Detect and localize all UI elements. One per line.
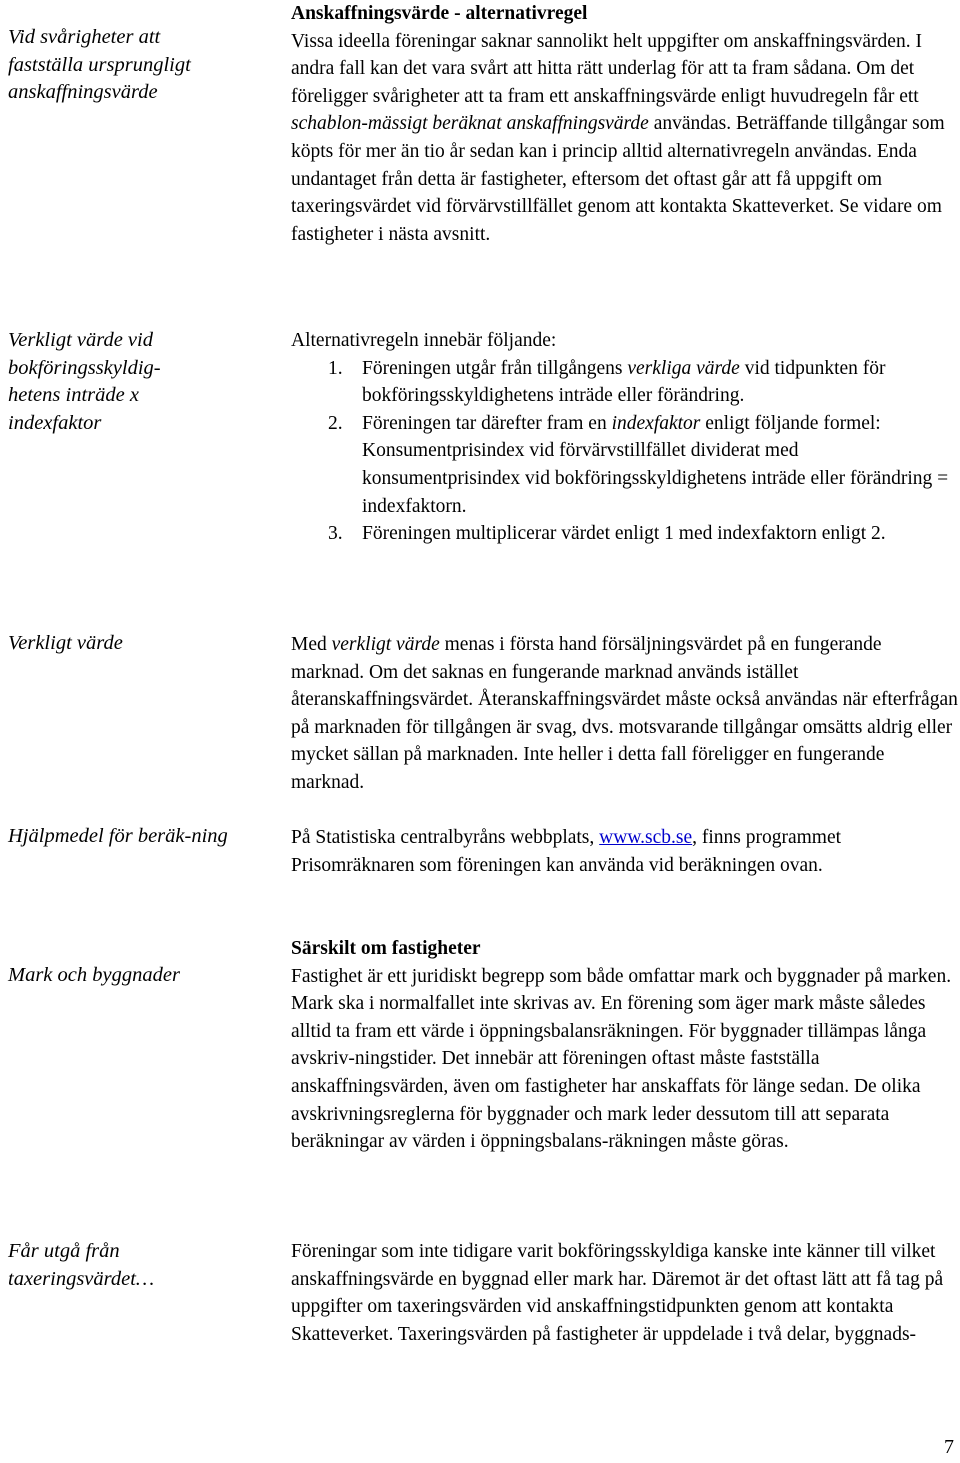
margin-note-taxeringsvardet: Får utgå från taxeringsvärdet…: [8, 1240, 155, 1290]
paragraph-text: användas. Beträffande tillgångar som köpts för mer än tio år sedan kan i princip alltid alternativregeln användas. Enda undantaget från detta är fastigheter, eftersom det oftast går att få uppgift om taxeringsvärdet vid förvärvstillfället genom att kontakta Skatteverket. Se vidare om fastigheter i nästa avsnitt.: [291, 113, 945, 245]
paragraph-alternativregel: [291, 28, 959, 249]
paragraph-fastigheter: Fastighet är ett juridiskt begrepp som både omfattar mark och byggnader på marken. Mark ska i normalfallet inte skrivas av. En förening som äger mark måste således alltid ta fram ett värde i öppningsbalansräkningen. För byggnader tillämpas långa avskriv-ningstider. Det innebär att föreningen oftast måste fastställa anskaffningsvärden, även om fastigheter har anskaffats för länge sedan. De olika avskrivningsreglerna för byggnader och mark leder dessutom till att separata beräkningar av värden i öppningsbalans-räkningen måste göras.: [291, 965, 952, 1153]
margin-note-mark-byggnader: Mark och byggnader: [8, 964, 180, 986]
list-number: 3.: [328, 523, 343, 545]
margin-note-ursprungligt: Vid svårigheter att fastställa ursprungligt anskaffningsvärde: [8, 26, 191, 103]
paragraph-text: Vissa ideella föreningar saknar sannolikt helt uppgifter om anskaffningsvärden. I andra fall kan det vara svårt att hitta rätt underlag för att ta fram sådana. Om det föreligger svårigheter att ta fram ett anskaffningsvärde enligt huvudregeln får ett: [291, 30, 922, 107]
italic-term: indexfaktor: [611, 412, 701, 434]
section-heading-fastigheter: Särskilt om fastigheter: [291, 938, 481, 959]
paragraph-verkligt-varde: [291, 631, 959, 797]
scb-link[interactable]: www.scb.se: [599, 827, 693, 848]
paragraph-text: På Statistiska centralbyråns webbplats,: [291, 827, 600, 848]
list-item: [291, 410, 959, 520]
section-fastigheter: [291, 935, 959, 1156]
list-text: vid tidpunkten för bokföringsskyldighetens inträde eller förändring.: [362, 357, 886, 407]
list-text: Föreningen tar därefter fram en: [362, 412, 612, 434]
paragraph-scb: [291, 824, 959, 879]
section-alternativregeln: [291, 327, 959, 548]
italic-term: verkligt värde: [331, 634, 440, 655]
italic-term: verkliga värde: [627, 357, 740, 379]
list-intro: Alternativregeln innebär följande:: [291, 330, 557, 351]
section-heading-alternativregel: Anskaffningsvärde - alternativregel: [291, 3, 588, 24]
margin-note-hjalpmedel: Hjälpmedel för beräk-ning: [8, 825, 228, 847]
paragraph-text: , finns programmet Prisomräknaren som föreningen kan använda vid beräkningen ovan.: [291, 827, 842, 876]
page-number: 7: [944, 1436, 954, 1458]
paragraph-text: menas i första hand försäljningsvärdet på en fungerande marknad. Om det saknas en fungerande marknad används istället återanskaffningsvärdet. Återanskaffningsvärdet måste också användas när efterfrågan på marknaden för tillgången är svag, dvs. motsvarande tillgångar omsätts aldrig eller mycket sällan på marknaden. Inte heller i detta fall föreligger en fungerande marknad.: [291, 634, 958, 793]
section-scb: [291, 824, 959, 879]
list-item: [291, 355, 959, 410]
list-text: Föreningen utgår från tillgångens: [362, 357, 628, 379]
paragraph-taxering: Föreningar som inte tidigare varit bokföringsskyldiga kanske inte känner till vilket anskaffningsvärde en byggnad eller mark har. Däremot är det oftast lätt att få tag på uppgifter om taxeringsvärden vid anskaffningstidpunkten genom att kontakta Skatteverket. Taxeringsvärden på fastigheter är uppdelade i två delar, byggnads-: [291, 1241, 944, 1345]
list-item: [291, 520, 959, 548]
section-taxering: [291, 1238, 959, 1348]
list-text: Föreningen multiplicerar värdet enligt 1 med indexfaktorn enligt 2.: [362, 523, 886, 545]
numbered-list: [291, 355, 959, 548]
margin-note-verkligt-varde: Verkligt värde: [8, 632, 123, 654]
margin-note-indexfaktor: Verkligt värde vid bokföringsskyldig-hetens inträde x indexfaktor: [8, 329, 161, 434]
list-number: 2.: [328, 412, 343, 434]
italic-term: schablon-mässigt beräknat anskaffningsvärde: [291, 113, 649, 135]
section-verkligt-varde: [291, 631, 959, 797]
list-number: 1.: [328, 357, 343, 379]
list-text: enligt följande formel: Konsumentprisindex vid förvärvstillfället dividerat med konsumentprisindex vid bokföringsskyldighetens inträde eller förändring = indexfaktorn.: [362, 412, 949, 517]
section-alternativregel: [291, 0, 959, 248]
paragraph-text: Med: [291, 634, 332, 655]
